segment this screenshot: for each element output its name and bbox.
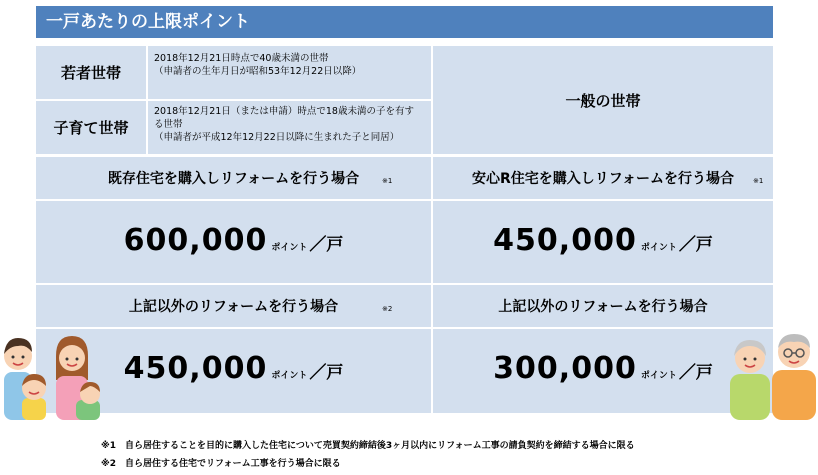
right-top-point-label: ポイント xyxy=(640,243,677,253)
left-bottom-title: 上記以外のリフォームを行う場合 xyxy=(128,299,339,315)
child-desc-line2: る世帯 xyxy=(154,119,183,130)
general-household-label: 一般の世帯 xyxy=(433,46,773,154)
right-bottom-point-label: ポイント xyxy=(640,371,677,381)
young-household-desc xyxy=(148,46,431,99)
left-top-note: ※1 xyxy=(382,177,393,185)
child-desc-line1: 2018年12月21日（または申請）時点で18歳未満の子を有す xyxy=(154,106,414,117)
right-top-title: 安心R住宅を購入しリフォームを行う場合 xyxy=(471,171,735,187)
right-top-note: ※1 xyxy=(753,177,764,185)
child-household-label: 子育て世帯 xyxy=(36,101,146,154)
elderly-couple-illustration xyxy=(728,320,818,420)
left-bottom-value: 450,000 xyxy=(123,351,268,386)
young-desc-line1: 2018年12月21日時点で40歳未満の世帯 xyxy=(154,53,329,64)
left-top-unit: ／戸 xyxy=(309,235,344,255)
left-bottom-point-label: ポイント xyxy=(271,371,308,381)
child-household-desc xyxy=(148,101,431,154)
right-top-unit: ／戸 xyxy=(678,235,713,255)
right-top-value-cell xyxy=(433,201,773,283)
right-top-title-cell xyxy=(433,157,773,199)
page-title: 一戸あたりの上限ポイント xyxy=(36,6,773,38)
young-desc-line2: （申請者の生年月日が昭和53年12月22日以降） xyxy=(154,66,362,77)
child-desc-line3: （申請者が平成12年12月22日以降に生まれた子と同居） xyxy=(154,132,400,143)
right-bottom-title-cell xyxy=(433,285,773,327)
right-bottom-value: 300,000 xyxy=(493,351,637,386)
left-top-value-cell xyxy=(36,201,431,283)
left-top-value: 600,000 xyxy=(123,223,268,258)
footnote-1: ※1 自ら居住することを目的に購入した住宅について売買契約締結後3ヶ月以内にリフォーム工事の請負契約を締結する場合に限る xyxy=(101,441,635,451)
young-household-label: 若者世帯 xyxy=(36,46,146,99)
left-top-title-cell xyxy=(36,157,431,199)
family-illustration xyxy=(0,320,112,420)
left-top-title: 既存住宅を購入しリフォームを行う場合 xyxy=(107,171,360,187)
footnote-2: ※2 自ら居住する住宅でリフォーム工事を行う場合に限る xyxy=(101,459,341,469)
left-bottom-unit: ／戸 xyxy=(309,363,344,383)
left-top-point-label: ポイント xyxy=(271,243,308,253)
right-top-value: 450,000 xyxy=(493,223,637,258)
left-bottom-note: ※2 xyxy=(382,305,393,313)
right-bottom-value-cell xyxy=(433,329,773,413)
right-bottom-title: 上記以外のリフォームを行う場合 xyxy=(498,299,708,315)
right-bottom-unit: ／戸 xyxy=(678,363,713,383)
